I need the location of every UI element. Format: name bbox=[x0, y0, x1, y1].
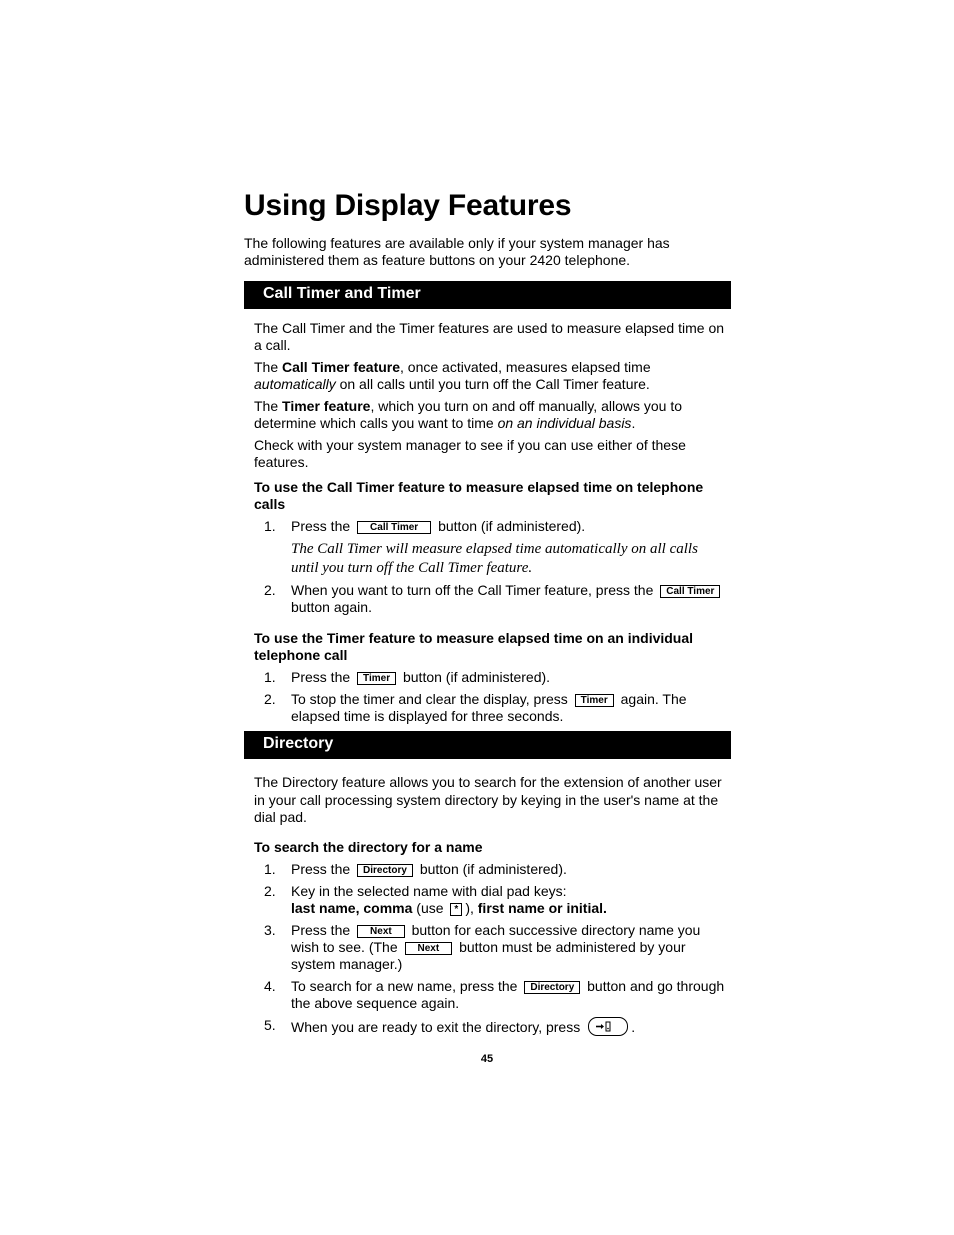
page-title: Using Display Features bbox=[244, 189, 572, 222]
list-item: 1. Press the Directory button (if administered). bbox=[264, 860, 567, 877]
next-key: Next bbox=[405, 942, 453, 955]
page-number: 45 bbox=[480, 1053, 494, 1065]
intro-text: The following features are available only if your system manager has administered them as feature buttons on your 2420 telephone. bbox=[244, 235, 670, 268]
list-item: 5. When you are ready to exit the directory, press . bbox=[264, 1016, 636, 1035]
call-timer-p2: The Call Timer feature, once activated, measures elapsed time automatically on all calls until you turn off the Call Timer feature. bbox=[254, 359, 651, 392]
list-item: 1. Press the Timer button (if administered). bbox=[264, 669, 551, 685]
call-timer-p3: The Timer feature, which you turn on and off manually, allows you to determine which calls you want to time on an individual basis. bbox=[254, 398, 683, 431]
page-content bbox=[244, 188, 731, 1041]
list-item: 3. Press the Next button for each successive directory name you wish to see. (The Next button must be administered by your system manager.) bbox=[264, 921, 701, 972]
list-item: 2. When you want to turn off the Call Timer feature, press the Call Timer button again. bbox=[254, 582, 729, 616]
timer-key: Timer bbox=[575, 694, 614, 707]
procedure-title: To search the directory for a name bbox=[254, 838, 483, 855]
procedure-title: To use the Timer feature to measure elapsed time on an individual telephone call bbox=[254, 630, 694, 663]
list-item: 2. Key in the selected name with dial pad keys: last name, comma (use * ), first name or initial. bbox=[264, 882, 607, 916]
procedure-steps bbox=[254, 518, 729, 535]
exit-phone-icon bbox=[588, 1017, 628, 1036]
call-timer-p1: The Call Timer and the Timer features are used to measure elapsed time on a call. bbox=[254, 320, 725, 353]
next-key: Next bbox=[357, 925, 405, 938]
call-timer-key: Call Timer bbox=[357, 521, 431, 534]
procedure-steps bbox=[254, 861, 729, 1036]
section-directory bbox=[244, 774, 731, 1036]
procedure-note: The Call Timer will measure elapsed time automatically on all calls until you turn off the Call Timer feature. bbox=[291, 541, 698, 576]
procedure-title: To use the Call Timer feature to measure elapsed time on telephone calls bbox=[254, 479, 704, 512]
list-item: 1. Press the Call Timer button (if administered). bbox=[264, 518, 586, 534]
section-call-timer bbox=[244, 320, 731, 725]
star-key: * bbox=[450, 903, 462, 916]
list-item: 4. To search for a new name, press the Directory button and go through the above sequence again. bbox=[264, 977, 725, 1011]
directory-p1: The Directory feature allows you to search for the extension of another user in your call processing system directory by keying in the user's name at the dial pad. bbox=[254, 774, 722, 825]
call-timer-p4: Check with your system manager to see if you can use either of these features. bbox=[254, 437, 686, 470]
procedure-steps bbox=[254, 669, 729, 725]
timer-key: Timer bbox=[357, 672, 396, 685]
directory-key: Directory bbox=[357, 864, 413, 877]
directory-key: Directory bbox=[524, 981, 580, 994]
section-header-call-timer: Call Timer and Timer bbox=[244, 281, 731, 309]
call-timer-key: Call Timer bbox=[660, 585, 720, 598]
list-item: 2. To stop the timer and clear the display, press Timer again. The elapsed time is displayed for three seconds. bbox=[264, 691, 687, 724]
section-header-directory: Directory bbox=[244, 731, 731, 759]
